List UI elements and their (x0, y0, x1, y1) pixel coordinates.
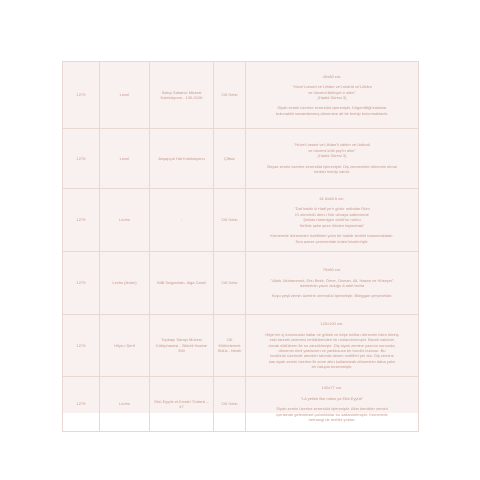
description-line: Siyah zemin üzerine zerendûd işlenmiştir. Altın kemikler zemini (276, 406, 388, 412)
size-text: 75x80 cm. (322, 267, 342, 273)
description-line: duvak sütlüleren ile su zandıklmıştır. Diş siyah zemine yazının sonunda, (268, 342, 396, 348)
quote-text (249, 142, 415, 158)
table-row (63, 315, 419, 377)
collection-cell: - (150, 189, 214, 252)
table-row (63, 129, 419, 189)
date-cell: 1279 (63, 315, 100, 377)
date-cell: 1279 (63, 252, 100, 315)
technique-cell: Cilt Mühürlemek Sûlüs - Nesih (214, 315, 246, 377)
quote-text (249, 84, 415, 100)
quote-line: Kî zümrüdü dem-i Nûr olmaya sallennede (295, 211, 369, 217)
notes-cell (246, 377, 419, 432)
technique-cell: Cilt Sırtsı (214, 377, 246, 432)
description-line: bulunabilir tamamlanmış dönemine ait bir tezhip bulunmaktadır. (275, 110, 389, 116)
catalog-table (62, 61, 419, 432)
size-text: 120x100 cm. (320, 321, 344, 327)
date-cell: 1279 (63, 62, 100, 129)
description-text (249, 105, 415, 116)
description-line: içerisinde geleneksel çalımlılıklar bu sallandırlmıştır. Kemerede (276, 411, 388, 417)
description-line: Kemerede dönemden özellikleri yalın bir halkâr tezhibi bulunmaktadır. (270, 233, 394, 239)
description-line: Beyaz zemin üzerine zerendûd işlenmiştir. Diş zencerekte dönemin elmal (267, 163, 397, 169)
collection-cell: Topkapı Sarayı Müzesi Kütüphanesi - Sikkeli Hazine 390 (150, 315, 214, 377)
description-line: Koyu yeşil zemin üzerine zerendûd işlenmiştir. Bileggan çerçevelidir. (271, 293, 393, 299)
artist-cell: Levnî (100, 129, 150, 189)
quote-line: ve hûvemi külli şey'in alîm" (308, 147, 356, 153)
description-text (249, 293, 415, 298)
date-cell: 1276 (63, 129, 100, 189)
quote-line: (Hadid Sûresi 3) (317, 153, 347, 159)
description-line: renkler tezhip vardır. (313, 169, 351, 175)
technique-cell: Cilt Sırtsı (214, 252, 246, 315)
artist-cell: Levhs (100, 377, 150, 432)
quote-text (249, 396, 415, 401)
table-row (63, 252, 419, 315)
artist-cell: Hilye-i Şerif (100, 315, 150, 377)
quote-line: ve hûvemi ilkilinyet ir silen" (308, 89, 356, 95)
technique-cell: Cilt Sırtsı (214, 62, 246, 129)
date-cell: 1279 (63, 189, 100, 252)
table-row (63, 189, 419, 252)
collection-cell: Ebû Eyyûb el-Ensârî Türbesi – 47 (150, 377, 214, 432)
artist-cell: Levhs (100, 189, 150, 252)
quote-line: "Daf halâtı ilı Hadi'ye'n görür mübaân Rûm (294, 206, 370, 212)
quote-line: "Hûve'l-vesed ve'l-ilhâm'il zâhim ve'l-bâtınü (293, 142, 371, 148)
quote-text (249, 278, 415, 289)
description-line: bir üslupla bezenmiştir. (311, 364, 353, 370)
description-text (249, 332, 415, 370)
size-text: 140x77 cm. (321, 385, 343, 391)
quote-line: Ne'lide şeke şeze ölüden kişimehak" (299, 222, 365, 228)
technique-cell: Cilt Sırtsı (214, 189, 246, 252)
quote-line: "Hûve'l-vesed ve'l-ilhâm ve'l-midrât ve'l-ilhâm (292, 84, 372, 90)
artist-cell: Levhs (İlmen) (100, 252, 150, 315)
notes-cell (246, 315, 419, 377)
description-text (249, 164, 415, 175)
technique-cell: Çiftsiz (214, 129, 246, 189)
quote-line: "Lâ yelleb ilke milan ya Ebâ Eyyûb" (300, 395, 364, 401)
collection-cell: Ahşapçık Hat Koleksiyonu (150, 129, 214, 189)
quote-line: Şeklas harenigen daîdî'nu ruhhu (303, 217, 361, 223)
table-row (63, 377, 419, 432)
description-text (249, 233, 415, 244)
description-line: sas siyah zemin üzerine ilk sıme altın kullanılarak döneminin daha yalın (268, 358, 396, 364)
description-line: dönemin elmi yaldızının ve yanlıksuza bir bordür bulunur. Bu (278, 348, 386, 353)
quote-text (249, 206, 415, 228)
notes-cell (246, 62, 419, 129)
table-row (63, 62, 419, 129)
quote-line: isimlerinin yazılı olduğu 8 adet levha (299, 283, 365, 288)
notes-cell (246, 189, 419, 252)
description-line: Hilye'nin iç kısmındaki hatlar ve göbek ve köşe kılıfları dönemin bilen ölmüş (265, 331, 399, 337)
collection-cell: Sakıp Sabancı Müzesi Koleksiyonu - 130-0106 (150, 62, 214, 129)
description-line: Sıra azeze çemeleritab leden'inizden'iştir. (295, 238, 369, 244)
description-line: eski tarzatlı zeemesi renklidirenden ile nurlandırılmıştır. Bezeli saldırım (269, 337, 395, 343)
size-text: 40x80 cm. (322, 73, 342, 79)
catalog-page (62, 61, 418, 423)
description-line: Siyah zemin üzerine zerendûd işlenmiştir. Kögemliliği kalanlar (277, 105, 387, 111)
description-line: herhangi bir tezhibi yoktur. (308, 417, 356, 423)
notes-cell (246, 252, 419, 315)
description-text (249, 406, 415, 422)
artist-cell: Levnî (100, 62, 150, 129)
size-text: 61.5x68.5 cm. (319, 196, 345, 202)
quote-line: (Hadid Sûresi 3) (317, 95, 347, 100)
notes-cell (246, 129, 419, 189)
description-line: bordürün üzerinde alevden tahmisi desen motifleri yer alır. Diş zemine (270, 353, 394, 359)
date-cell: 1279 (63, 377, 100, 432)
quote-line: "Allah, Muhammed, Ebu Bekir, Ömer, Osman, Ali, Hasan ve Hüseyin" (270, 277, 394, 283)
collection-cell: Biilli Sulganhan. Alga Camii (150, 252, 214, 315)
